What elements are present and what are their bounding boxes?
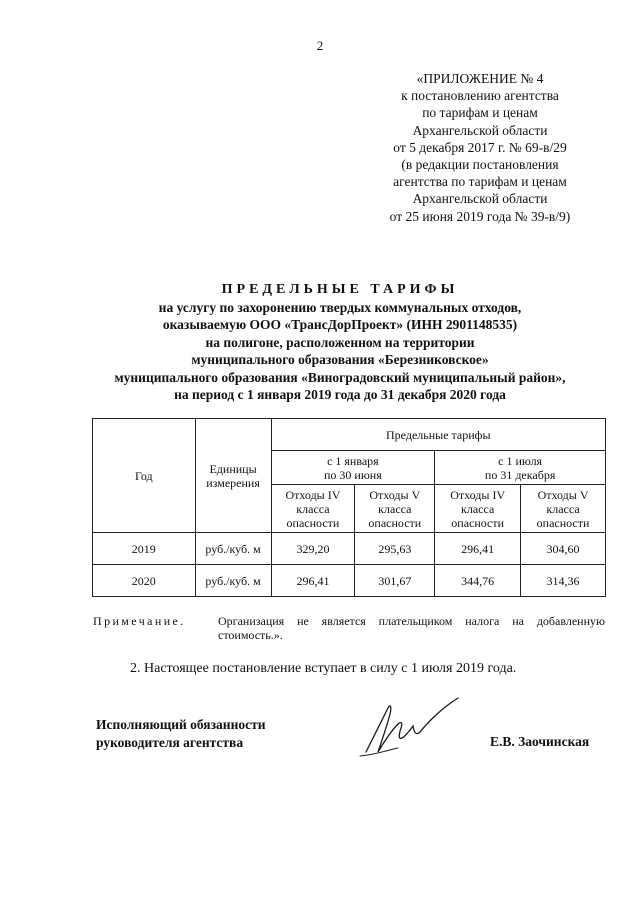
cell-value: 329,20 <box>271 533 355 565</box>
appendix-line: агентства по тарифам и ценам <box>393 174 567 190</box>
appendix-line: «ПРИЛОЖЕНИЕ № 4 <box>416 71 544 86</box>
cell-value: 296,41 <box>271 565 355 597</box>
header-unit: Единицы измерения <box>195 419 271 533</box>
handwritten-signature <box>358 690 468 762</box>
title-line: на услугу по захоронению твердых коммунальных отходов, <box>158 299 522 315</box>
header-year: Год <box>93 419 196 533</box>
note-label: Примечание. <box>93 614 186 628</box>
header-waste-iv: Отходы IV класса опасности <box>271 485 355 533</box>
title-line: на полигоне, расположенном на территории <box>205 334 475 350</box>
appendix-line: Архангельской области <box>412 122 548 138</box>
header-period-2: с 1 июля по 31 декабря <box>435 451 606 485</box>
appendix-line: к постановлению агентства <box>401 88 559 104</box>
signatory-position: Исполняющий обязанности руководителя агентства <box>96 717 266 750</box>
page-number: 2 <box>316 38 324 53</box>
title-line: муниципального образования «Березниковское» <box>191 352 489 367</box>
cell-value: 295,63 <box>355 533 435 565</box>
header-waste-iv: Отходы IV класса опасности <box>435 485 521 533</box>
appendix-line: (в редакции постановления <box>401 157 559 173</box>
header-waste-v: Отходы V класса опасности <box>355 485 435 533</box>
cell-value: 344,76 <box>435 565 521 597</box>
cell-unit: руб./куб. м <box>195 533 271 565</box>
title-line: на период с 1 января 2019 года до 31 декабря 2020 года <box>174 387 506 402</box>
cell-value: 301,67 <box>355 565 435 597</box>
note-text-continuation: стоимость.». <box>218 628 283 642</box>
cell-year: 2020 <box>93 565 196 597</box>
cell-value: 296,41 <box>435 533 521 565</box>
appendix-line: от 25 июня 2019 года № 39-в/9) <box>389 208 571 224</box>
tariff-table <box>92 418 606 597</box>
header-waste-v: Отходы V класса опасности <box>521 485 606 533</box>
title-line: муниципального образования «Виноградовский муниципальный район», <box>114 369 566 385</box>
cell-unit: руб./куб. м <box>195 565 271 597</box>
header-tariffs: Предельные тарифы <box>271 419 605 451</box>
appendix-line: Архангельской области <box>412 191 548 207</box>
appendix-line: по тарифам и ценам <box>422 105 538 121</box>
header-period-1: с 1 января по 30 июня <box>271 451 435 485</box>
title-line: оказываемую ООО «ТрансДорПроект» (ИНН 2901148535) <box>162 317 518 332</box>
document-title <box>70 281 610 404</box>
signatory-name: Е.В. Заочинская <box>490 734 590 749</box>
table-row <box>93 533 606 565</box>
table-row <box>93 565 606 597</box>
note-text: Организация не является плательщиком налога на добавленную <box>218 614 605 628</box>
appendix-reference <box>360 70 600 225</box>
cell-value: 314,36 <box>521 565 606 597</box>
title-heading: ПРЕДЕЛЬНЫЕ ТАРИФЫ <box>221 282 459 297</box>
appendix-line: от 5 декабря 2017 г. № 69-в/29 <box>393 139 567 155</box>
cell-year: 2019 <box>93 533 196 565</box>
effective-date-clause: 2. Настоящее постановление вступает в силу с 1 июля 2019 года. <box>130 661 517 676</box>
cell-value: 304,60 <box>521 533 606 565</box>
